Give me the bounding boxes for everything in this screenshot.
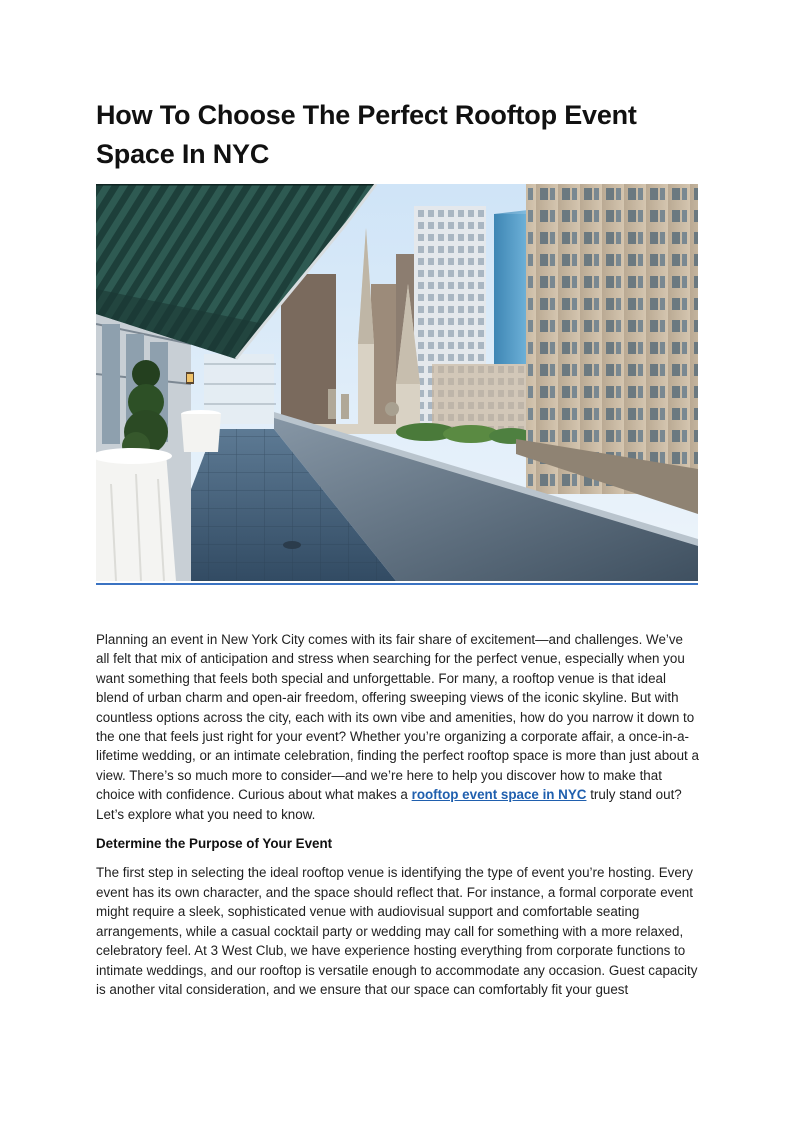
article-body bbox=[96, 630, 700, 1009]
hero-divider bbox=[96, 583, 698, 585]
hero-image bbox=[96, 184, 698, 581]
intro-paragraph bbox=[96, 630, 700, 824]
page-title: How To Choose The Perfect Rooftop Event Space In NYC bbox=[96, 100, 637, 169]
rooftop-event-space-link[interactable]: rooftop event space in NYC bbox=[411, 787, 587, 803]
section-heading: Determine the Purpose of Your Event bbox=[96, 836, 333, 852]
section-paragraph: The first step in selecting the ideal rooftop venue is identifying the type of event you’re hosting. Every event has its own character, and the space should reflect that. For instance, a formal corporate event might require a sleek, sophisticated venue with audiovisual support and comfortable seating arrangements, while a casual cocktail party or wedding may call for something with a more relaxed, celebratory feel. At 3 West Club, we have experience hosting everything from corporate functions to intimate weddings, and our rooftop is versatile enough to accommodate any occasion. Guest capacity is another vital consideration, and we ensure that our space can comfortably fit your guest bbox=[96, 865, 698, 997]
intro-text-end: truly stand out? Let’s explore what you need to know. bbox=[96, 787, 682, 822]
intro-text-start: Planning an event in New York City comes with its fair share of excitement—and challenges. We’ve all felt that mix of anticipation and stress when searching for the perfect venue, especially when you want something that feels both special and unforgettable. For many, a rooftop venue is that ideal blend of urban charm and open-air freedom, offering sweeping views of the iconic skyline. But with countless options across the city, each with its own vibe and amenities, how do you narrow it down to the one that feels just right for your event? Whether you’re organizing a corporate affair, a once-in-a-lifetime wedding, or an intimate celebration, finding the perfect rooftop space is more than just about a view. There’s so much more to consider—and we’re here to help you discover how to make that choice with confidence. Curious about what makes a bbox=[96, 632, 699, 803]
